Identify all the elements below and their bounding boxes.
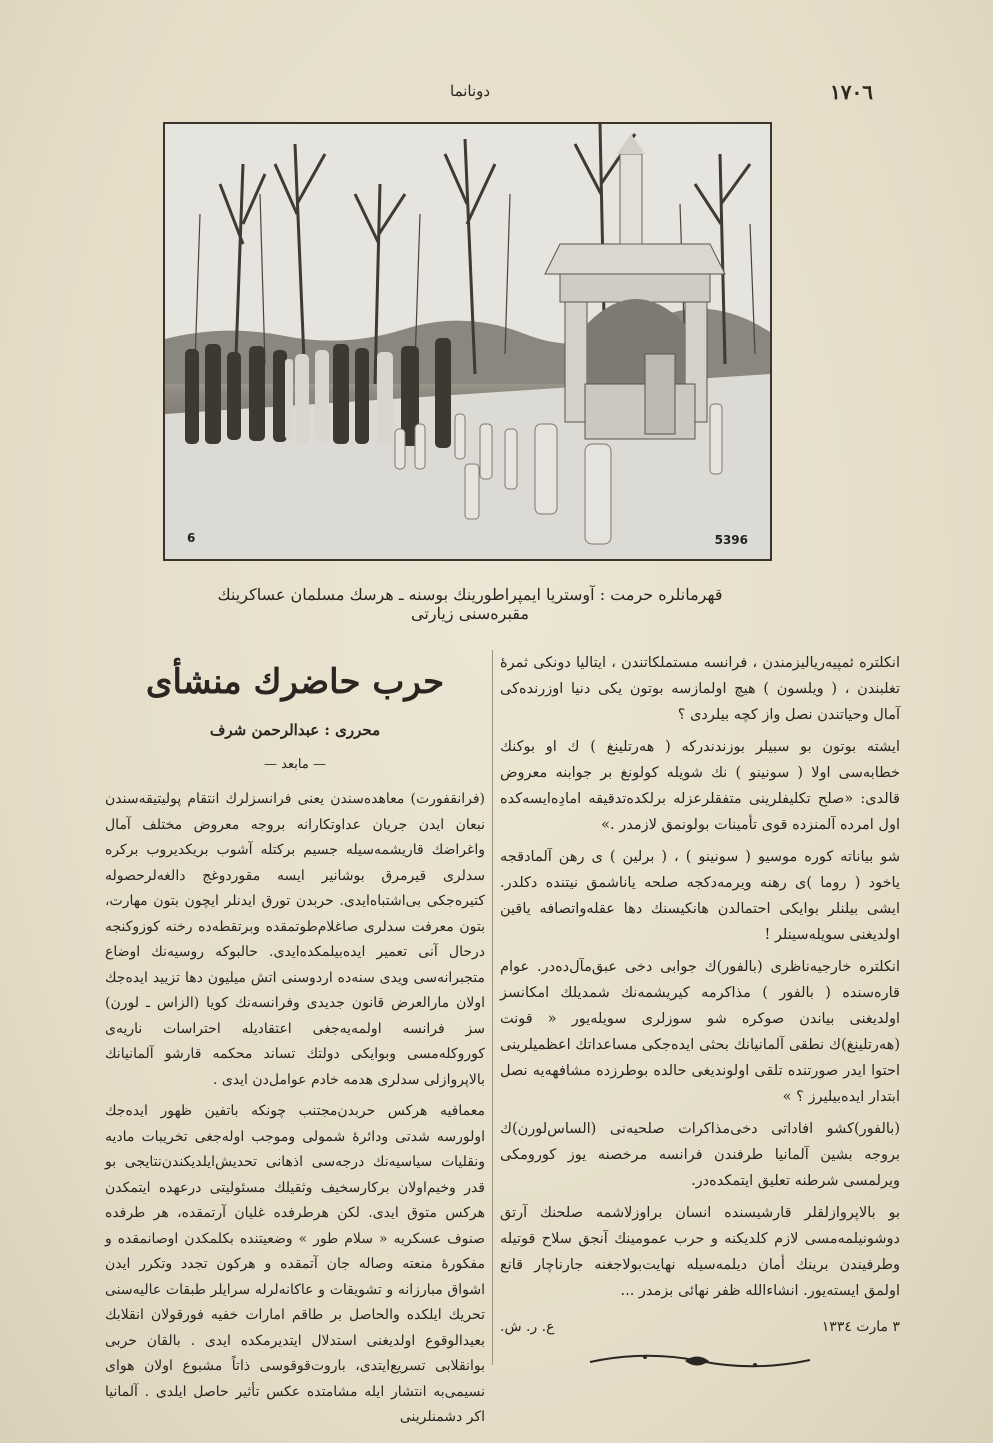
journal-title: دونانما: [450, 82, 491, 100]
right-paragraph-2: ايشته بوتون بو سبيلر بوزندندركه ( هه‌رتلينغ ) ك او بوكنك خطابه‌سى اولا ( سونينو ) نك شويله كولونغ بر جوابنه معروض قالدى: «صلح تكليفلرينى متفقلرعزله برلكده‌تدقيقه امادِه‌ايسه‌كده اول امرده آلمنزده قوى تأمينات بولونمق لازمدر .»: [500, 739, 900, 833]
article-left-column: [105, 660, 485, 1437]
cemetery-photograph: [163, 122, 772, 561]
page-number: ١٧٠٦: [830, 80, 873, 104]
photo-plate-number-left: 6: [187, 531, 196, 545]
end-ornament: [500, 1348, 900, 1374]
left-paragraph-1: (فرانقفورت) معاهده‌سندن يعنى فرانسزلرك انتقام پوليتيقه‌سندن نبعان ايدن جريان عداوتكارانه بروجه معروض مختلف آمال واغراضك قاريشمه‌سيله جسيم بركتله آشوب بريكديروب بركره سدلرى قيرمرق بوشانير ايسه مقوردوغج دالغه‌لرحصوله كتيره‌جكى بى‌اشتباه‌ايدى. حربدن تورق ايدنلر ايچون بتون مهارت، بتون معرفت سدلرى صاغلام‌طوتمقده وبرتقطه‌ده رخنه كوزوكنجه درحال آنى تعمير ايده‌بيلمكده‌ايدى. حالبوكه روسيه‌نك اوضاع متجبرانه‌سى ويدى سنه‌ده اردوسنى اتش ميليون دها تزييد ايده‌جك اولان مارالعرض قانون جديدى وفرانسه‌نك كويا (الزاس ـ لورن) سز فرانسه اولمه‌يه‌جغى اعتقاديله احتراسات ناريه‌ى كوروكله‌مسى وبوايكى دولتك تساند محكمه قارشو آلمانيانك بالاپروازلى سدلرى هدمه خادم عوامل‌دن ايدى .: [105, 791, 485, 1088]
right-paragraph-4: انكلتره خارجيه‌ناظرى (بالفور)ك جوابى دخى عبق‌مآل‌ده‌در. عوام قاره‌سنده ( بالفور ) مذاكرمه كيريشمه‌نك شمديلك امكانسز اولديغنى بياندن صوكره شو سوزلرى سويله‌يور « قونت (هه‌رتلينغ)ك نطقى آلمانيانك بحثى ايده‌جكى مساعداتك اعظميلرينى احتوا ايدر صورتنده تلقى اولونديغى حالده بوطرزده مشافهه‌يه نصل ابتدار ايده‌بيليرز ؟ »: [500, 959, 900, 1105]
article-footer: [500, 1314, 900, 1340]
article-title: حرب حاضرك منشأى: [145, 662, 445, 702]
photo-caption: قهرمانلره حرمت : آوستريا ايمپراطورينك بوسنه ـ هرسك مسلمان عساكرينك مقبره‌سنى زيارتى: [217, 585, 723, 623]
flourish-icon: [585, 1348, 815, 1374]
photo-illustration: [165, 124, 770, 559]
right-paragraph-1: انكلتره ئمپيه‌رياليزمندن ، فرانسه مستملكاتندن ، ايتاليا دونكى ثمرهٔ تغلبندن ، ( ويلسون ) هيچ اولمازسه بوتون يكى دنيا اوزرنده‌كى آمال وحياتندن نصل واز كچه بيلردى ؟: [500, 655, 900, 723]
article-right-column: [500, 650, 900, 1374]
author-signature: ع. ر. ش.: [500, 1319, 555, 1335]
right-paragraph-6: بو بالاپروازلقلر قارشيسنده انسان براوزلاشمه صلحنك آرتق دوشونيلمه‌مسى لازم كلديكنه و حرب عمومينك آنجق سلاح قوتيله وطرفيندن برينك أمان ديلمه‌سيله نهايت‌بولاجغنه جارناچار قانع اولمق ايسته‌يور. انشاءالله ظفر نهائى بزمدر ...: [500, 1205, 900, 1299]
photo-plate-number-right: 5396: [714, 533, 748, 547]
column-divider: [492, 650, 493, 1365]
left-paragraph-2: معمافيه هركس حربدن‌مجتنب چونكه باتفين ظهور ايده‌جك اولورسه شدتى ودائرهٔ شمولى وموجب اوله‌جغى تخريبات ماديه ونقليات سياسيه‌نك درجه‌سى اذهانى تحديش‌ايلديكندن‌نتايجى بو قدر وخيم‌اولان بركارسخيف وثقيلك مسئوليتى درعهده ايتمكدن هركس متوق ايدى. لكن هرطرفده غليان آرتمقده، هر طرفده صنوف عسكريه « سلام طور » وضعيتنده بكلمكدن اوصانمقده و مفكورهٔ منعته وصاله جان آتمقده و هركون تجدد وتكرر ايدن اشواق مبارزانه و تشويقات و عاكانه‌لرله سرايلر طبقات عاليه‌سنى تحريك ايلكده والحاصل بر طاقم امارات خفيه فورقولان انقلابك بعيدالوقوع اولديغنى استدلال ايتديرمكده ايدى . بالقان حربى بوانقلابى تسريع‌ايتدى، باروت‌قوقوسى ذاتاً مشبوع اولان هواى نسيمى‌به انتشار ايله مشامتده عكس تأثير حاصل ايلدى . آلمانيا اكر دشمنلرينى: [105, 1103, 485, 1425]
right-paragraph-5: (بالفور)كشو افاداتى دخى‌مذاكرات صلحيه‌نى (الساس‌لورن)ك بروجه بشين آلمانيا طرفندن فرانسه مرخصنه يوز كورومكى ويرلمسى شرطنه تعليق ايتمكده‌در.: [500, 1121, 900, 1189]
right-paragraph-3: شو بياناته كوره موسيو ( سونينو ) ، ( برلين ) ى رهن آلمادقجه ياخود ( روما )ى رهنه ويرمه‌دكجه صلحه ياناشمق نيتنده دكلدر. ايشى بيلنلر بوايكى احتمالدن هانكيسنك دها عقله‌واتصافه ياقين اولديغنى سويله‌سينلر !: [500, 849, 900, 943]
continued-marker: — مابعد —: [264, 756, 326, 772]
article-date: ٣ مارت ١٣٣٤: [821, 1319, 900, 1335]
article-byline: محررى : عبدالرحمن شرف: [209, 721, 381, 739]
